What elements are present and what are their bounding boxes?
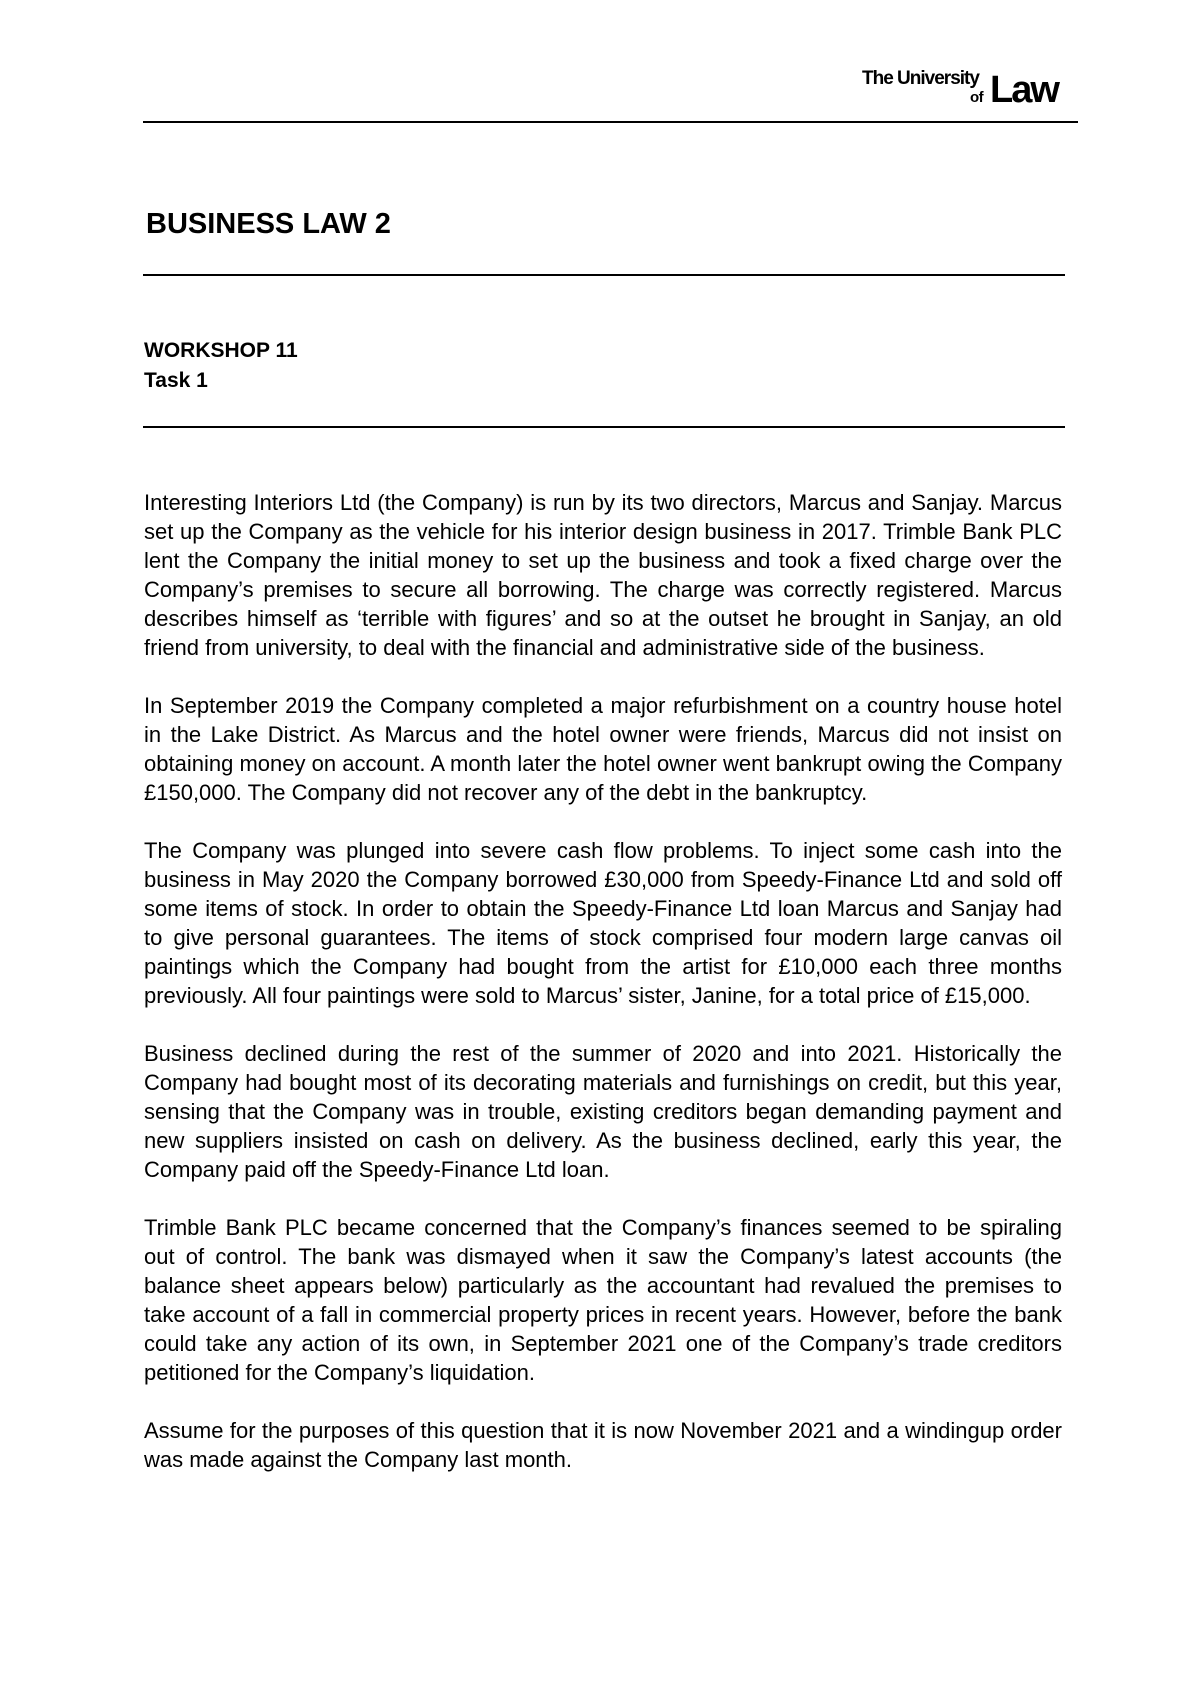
paragraph-6: Assume for the purposes of this question that it is now November 2021 and a windingup order was made against the Company last month. — [144, 1418, 1062, 1472]
university-of-law-logo — [862, 66, 1072, 110]
paragraph-1: Interesting Interiors Ltd (the Company) is run by its two directors, Marcus and Sanjay. Marcus set up the Company as the vehicle for his interior design business in 2017. Trimble Bank PLC lent the Company the initial money to set up the business and took a fixed charge over the Company’s premises to secure all borrowing. The charge was correctly registered. Marcus describes himself as ‘terrible with figures’ and so at the outset he brought in Sanjay, an old friend from university, to deal with the financial and administrative side of the business. — [144, 490, 1062, 660]
logo-law: Law — [990, 69, 1058, 111]
title-divider — [143, 274, 1065, 276]
task-heading: Task 1 — [144, 369, 208, 392]
header-divider — [143, 121, 1078, 123]
paragraph-4: Business declined during the rest of the summer of 2020 and into 2021. Historically the Company had bought most of its decorating materials and furnishings on credit, but this year, sensing that the Company was in trouble, existing creditors began demanding payment and new suppliers insisted on cash on delivery. As the business declined, early this year, the Company paid off the Speedy-Finance Ltd loan. — [144, 1041, 1062, 1182]
section-divider — [143, 426, 1065, 428]
paragraph-3: The Company was plunged into severe cash flow problems. To inject some cash into the business in May 2020 the Company borrowed £30,000 from Speedy-Finance Ltd and sold off some items of stock. In order to obtain the Speedy-Finance Ltd loan Marcus and Sanjay had to give personal guarantees. The items of stock comprised four modern large canvas oil paintings which the Company had bought from the artist for £10,000 each three months previously. All four paintings were sold to Marcus’ sister, Janine, for a total price of £15,000. — [144, 838, 1062, 1008]
body-text — [144, 488, 1062, 1503]
page-title: BUSINESS LAW 2 — [146, 208, 391, 240]
logo-of: of — [970, 89, 984, 106]
workshop-heading: WORKSHOP 11 — [144, 339, 298, 362]
logo-line-the-university: The University — [862, 68, 979, 89]
paragraph-5: Trimble Bank PLC became concerned that the Company’s finances seemed to be spiraling out of control. The bank was dismayed when it saw the Company’s latest accounts (the balance sheet appears below) particularly as the accountant had revalued the premises to take account of a fall in commercial property prices in recent years. However, before the bank could take any action of its own, in September 2021 one of the Company’s trade creditors petitioned for the Company’s liquidation. — [144, 1215, 1062, 1385]
paragraph-2: In September 2019 the Company completed a major refurbishment on a country house hotel in the Lake District. As Marcus and the hotel owner were friends, Marcus did not insist on obtaining money on account. A month later the hotel owner went bankrupt owing the Company £150,000. The Company did not recover any of the debt in the bankruptcy. — [144, 693, 1062, 805]
